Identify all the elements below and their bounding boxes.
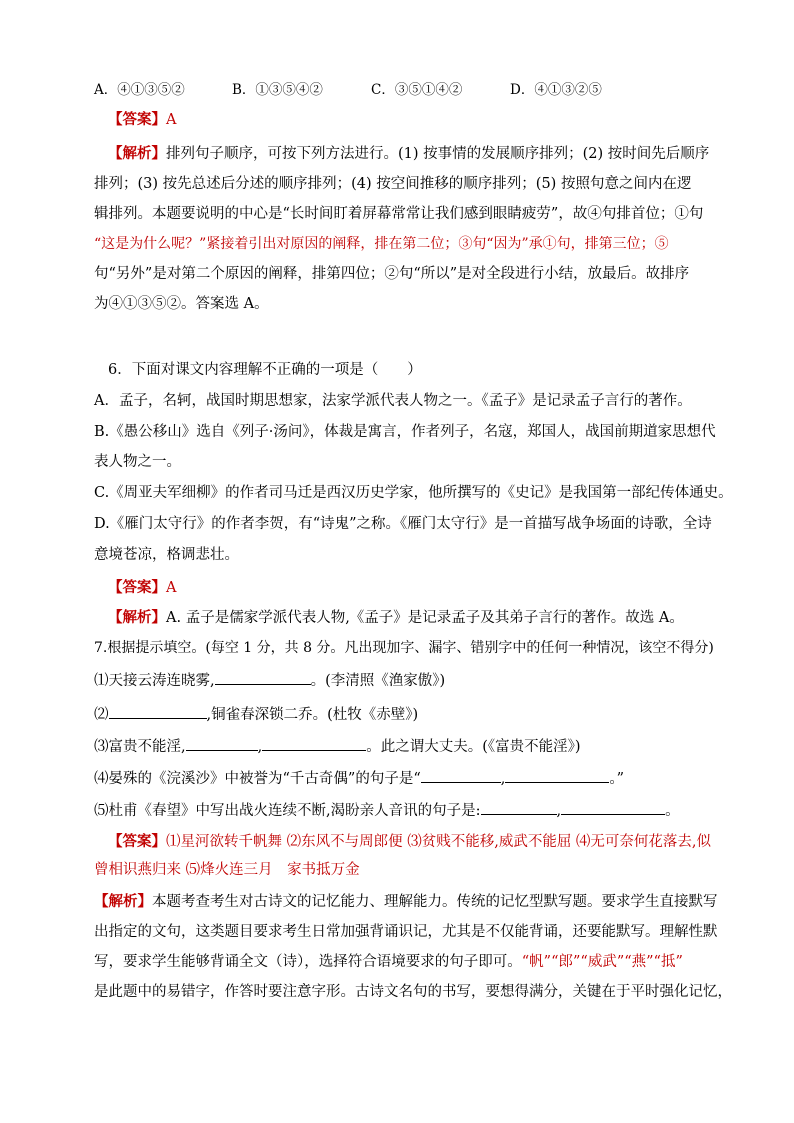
- q7-stem: 7.根据提示填空。(每空 1 分，共 8 分。凡出现加字、漏字、错别字中的任何一种情况，该空不得分): [94, 640, 714, 656]
- q5-analysis-line-6: 为④①③⑤②。答案选 A。: [94, 296, 269, 312]
- analysis-tag: 【解析】: [108, 145, 166, 162]
- q5-analysis-line-1: [108, 144, 709, 164]
- item-text: ⑶富贵不能淫,: [94, 739, 186, 755]
- fill-blank[interactable]: [421, 768, 501, 783]
- fill-blank[interactable]: [186, 736, 258, 751]
- q7-item-1: [94, 670, 445, 690]
- q7-item-4: [94, 768, 624, 788]
- item-text: ⑴天接云涛连晓雾,: [94, 673, 215, 689]
- analysis-text: 本题考查考生对古诗文的记忆能力、理解能力。传统的记忆型默写题。要求学生直接默写: [152, 894, 718, 910]
- q7-analysis-line-2: 出指定的文句，这类题目要求考生日常加强背诵识记，尤其是不仅能背诵，还要能默写。理解性默: [94, 924, 718, 940]
- q6-option-a: A．孟子，名轲，战国时期思想家，法家学派代表人物之一。《孟子》是记录孟子言行的著作。: [94, 393, 692, 409]
- q7-answer-line-2: 曾相识燕归来 ⑸烽火连三月 家书抵万金: [94, 862, 360, 878]
- q5-analysis-line-4: “这是为什么呢？”紧接着引出对原因的阐释，排在第二位；③句“因为”承①句，排第三位；⑤: [94, 236, 669, 252]
- q6-option-d-cont: 意境苍凉，格调悲壮。: [94, 547, 239, 563]
- q6-stem: 6．下面对课文内容理解不正确的一项是（ ）: [108, 362, 422, 378]
- q5-analysis-line-2: 排列；(3) 按先总述后分述的顺序排列；(4) 按空间推移的顺序排列；(5) 按照句意之间内在逻: [94, 176, 692, 192]
- item-text: 。”: [609, 771, 625, 787]
- fill-blank[interactable]: [109, 704, 207, 719]
- item-text: ⑵: [94, 707, 109, 723]
- analysis-tag: 【解析】: [94, 893, 152, 910]
- q6-option-d: D.《雁门太守行》的作者李贺，有“诗鬼”之称。《雁门太守行》是一首描写战争场面的诗歌，全诗: [94, 516, 712, 532]
- fill-blank[interactable]: [505, 768, 609, 783]
- item-text: 。: [665, 803, 680, 819]
- q6-analysis: [108, 608, 684, 628]
- q7-answer-line-1: [108, 832, 711, 852]
- item-text: ⑷晏殊的《浣溪沙》中被誉为“千古奇偶”的句子是“: [94, 771, 421, 787]
- q6-answer: [108, 578, 176, 598]
- q7-item-2: [94, 704, 418, 724]
- q7-item-3: [94, 736, 581, 756]
- item-text: ,: [257, 739, 263, 755]
- analysis-text: 写，要求学生能够背诵全文（诗），选择符合语境要求的句子即可。: [94, 954, 522, 970]
- fill-blank[interactable]: [262, 736, 366, 751]
- q6-option-b-cont: 表人物之一。: [94, 454, 181, 470]
- item-text: ,铜雀春深锁二乔。(杜牧《赤壁》): [206, 707, 419, 723]
- fill-blank[interactable]: [561, 800, 665, 815]
- option-c: C．③⑤①④②: [371, 82, 463, 98]
- option-b: B．①③⑤④②: [232, 82, 323, 98]
- analysis-text: 排列句子顺序，可按下列方法进行。(1) 按事情的发展顺序排列；(2) 按时间先后顺序: [166, 146, 710, 162]
- analysis-highlight: “帆”“郎”“威武”“燕”“抵”: [521, 954, 683, 970]
- analysis-tag: 【解析】: [108, 609, 166, 626]
- answer-value: A: [166, 580, 177, 596]
- q5-answer: [108, 110, 176, 130]
- q7-item-5: [94, 800, 680, 820]
- option-d: D．④①③②⑤: [510, 82, 602, 98]
- q5-analysis-line-5: 句“另外”是对第二个原因的阐释，排第四位；②句“所以”是对全段进行小结，放最后。故排序: [94, 266, 690, 282]
- q7-analysis-line-4: 是此题中的易错字，作答时要注意字形。古诗文名句的书写，要想得满分，关键在于平时强化记忆，: [94, 984, 732, 1000]
- item-text: ,: [500, 771, 506, 787]
- q6-option-c: C.《周亚夫军细柳》的作者司马迁是西汉历史学家，他所撰写的《史记》是我国第一部纪传体通史。: [94, 485, 733, 501]
- item-text: 。此之谓大丈夫。(《富贵不能淫》): [366, 739, 581, 755]
- answer-tag: 【答案】: [108, 579, 166, 596]
- fill-blank[interactable]: [481, 800, 557, 815]
- q6-option-b: B.《愚公移山》选自《列子·汤问》，体裁是寓言，作者列子，名寇，郑国人，战国前期道家思想代: [94, 424, 716, 440]
- answer-text: ⑴星河欲转千帆舞 ⑵东风不与周郎便 ⑶贫贱不能移,威武不能屈 ⑷无可奈何花落去,似: [166, 834, 712, 850]
- answer-tag: 【答案】: [108, 833, 166, 850]
- fill-blank[interactable]: [215, 670, 311, 685]
- analysis-text: A. 孟子是儒家学派代表人物,《孟子》是记录孟子及其弟子言行的著作。故选 A。: [166, 610, 684, 626]
- q7-analysis-line-1: [94, 892, 718, 912]
- q7-analysis-line-3: [94, 952, 683, 972]
- q5-analysis-line-3: 辑排列。本题要说明的中心是“长时间盯着屏幕常常让我们感到眼睛疲劳”，故④句排首位；①句: [94, 206, 704, 222]
- item-text: 。(李清照《渔家傲》): [310, 673, 446, 689]
- item-text: ,: [556, 803, 562, 819]
- answer-value: A: [166, 112, 177, 128]
- item-text: ⑸杜甫《春望》中写出战火连续不断,渴盼亲人音讯的句子是:: [94, 803, 481, 819]
- option-a: A．④①③⑤②: [94, 82, 185, 98]
- answer-tag: 【答案】: [108, 111, 166, 128]
- q5-options: [94, 80, 602, 100]
